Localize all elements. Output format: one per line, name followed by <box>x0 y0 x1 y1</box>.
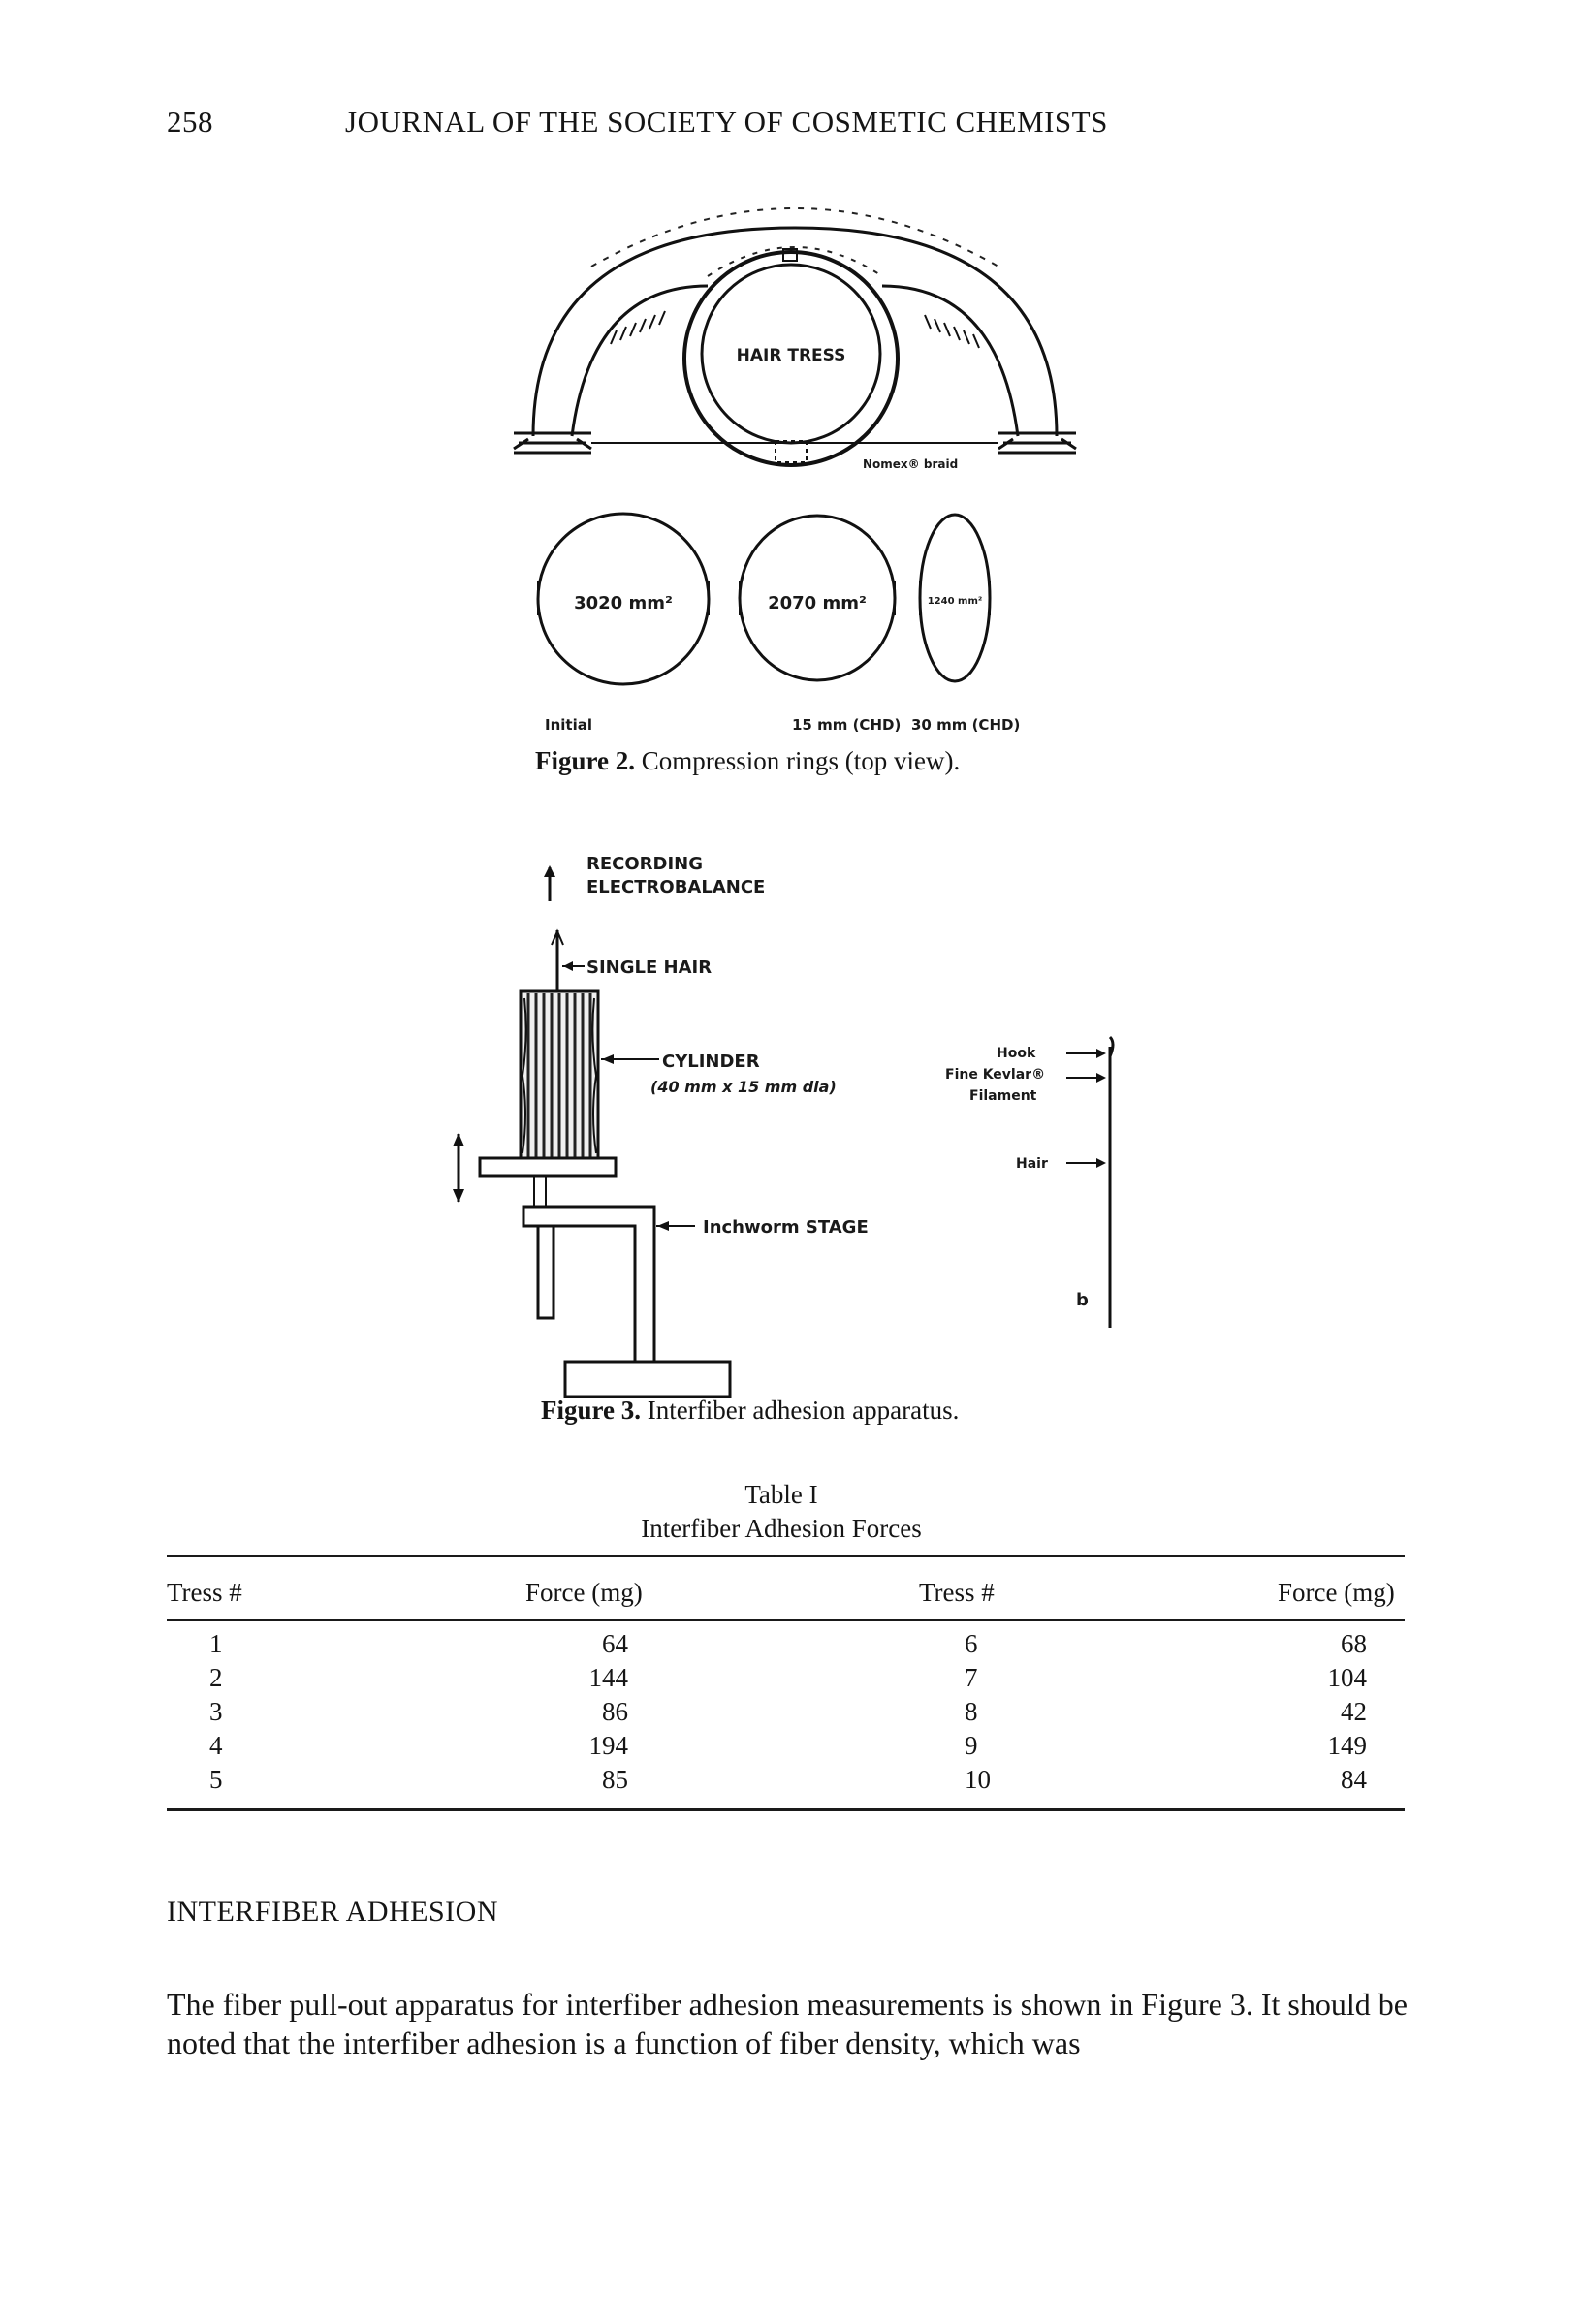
braid-label: Nomex® braid <box>863 457 959 471</box>
ring-30mm-area: 1240 mm² <box>927 596 983 607</box>
section-heading: INTERFIBER ADHESION <box>167 1896 499 1928</box>
cylinder-dims: (40 mm x 15 mm dia) <box>650 1078 837 1096</box>
kevlar-label: Fine Kevlar® <box>945 1067 1046 1083</box>
ring-30mm-label: 30 mm (CHD) <box>911 716 1021 734</box>
inchworm-stage <box>523 1207 654 1362</box>
hair-tress-label: HAIR TRESS <box>736 346 846 365</box>
header-force-2: Force (mg) <box>1278 1578 1395 1607</box>
table-number: Table I <box>744 1480 818 1509</box>
header-force-1: Force (mg) <box>525 1578 643 1607</box>
table-top-rule <box>167 1555 1405 1557</box>
stage-post <box>538 1226 554 1318</box>
header-tress-1: Tress # <box>167 1578 242 1607</box>
ring-15mm-area: 2070 mm² <box>768 593 867 613</box>
hook-label: Hook <box>997 1046 1036 1061</box>
hair-label: Hair <box>1016 1156 1048 1172</box>
table-bottom-rule <box>167 1808 1405 1811</box>
journal-title: JOURNAL OF THE SOCIETY OF COSMETIC CHEMISTS <box>345 105 1108 139</box>
right-foot <box>998 433 1076 453</box>
stage-base <box>565 1362 730 1397</box>
platform <box>480 1158 616 1176</box>
figure-2-label: Figure 2. <box>535 746 635 775</box>
dashed-arc-outer <box>591 208 998 267</box>
ring-initial-area: 3020 mm² <box>574 593 673 613</box>
up-arrow-icon <box>544 865 555 877</box>
body-paragraph: The fiber pull-out apparatus for interfiber adhesion measurements is shown in Figure 3. It should be noted that the interfiber adhesion is a function of fiber density, which was <box>167 1987 1408 2060</box>
figure-3-caption-text: Interfiber adhesion apparatus. <box>647 1396 960 1425</box>
figure-3-label: Figure 3. <box>541 1396 641 1425</box>
table-header-rule <box>167 1619 1405 1621</box>
ring-15mm-label: 15 mm (CHD) <box>792 716 902 734</box>
left-foot <box>514 433 591 453</box>
cylinder-label: CYLINDER <box>662 1052 760 1072</box>
figure-3-caption <box>541 1396 959 1426</box>
left-hatch <box>611 311 665 344</box>
table-title: Interfiber Adhesion Forces <box>641 1514 922 1543</box>
figure-3-diagram <box>441 838 1178 1400</box>
electrobalance-label: ELECTROBALANCE <box>586 877 766 897</box>
left-inner-arch <box>572 286 708 436</box>
ring-initial-label: Initial <box>545 716 592 734</box>
single-hair-label: SINGLE HAIR <box>586 958 713 978</box>
b-label: b <box>1076 1290 1089 1310</box>
right-inner-arch <box>882 286 1018 436</box>
stage-label: Inchworm STAGE <box>703 1217 869 1238</box>
filament-label: Filament <box>969 1088 1037 1104</box>
figure-2-caption-text: Compression rings (top view). <box>641 746 961 775</box>
recording-label: RECORDING <box>586 854 704 874</box>
header-tress-2: Tress # <box>919 1578 995 1607</box>
outer-arch <box>533 228 1057 436</box>
figure-2-diagram <box>485 199 1105 741</box>
page-number: 258 <box>167 105 213 139</box>
figure-2-caption <box>535 746 960 776</box>
